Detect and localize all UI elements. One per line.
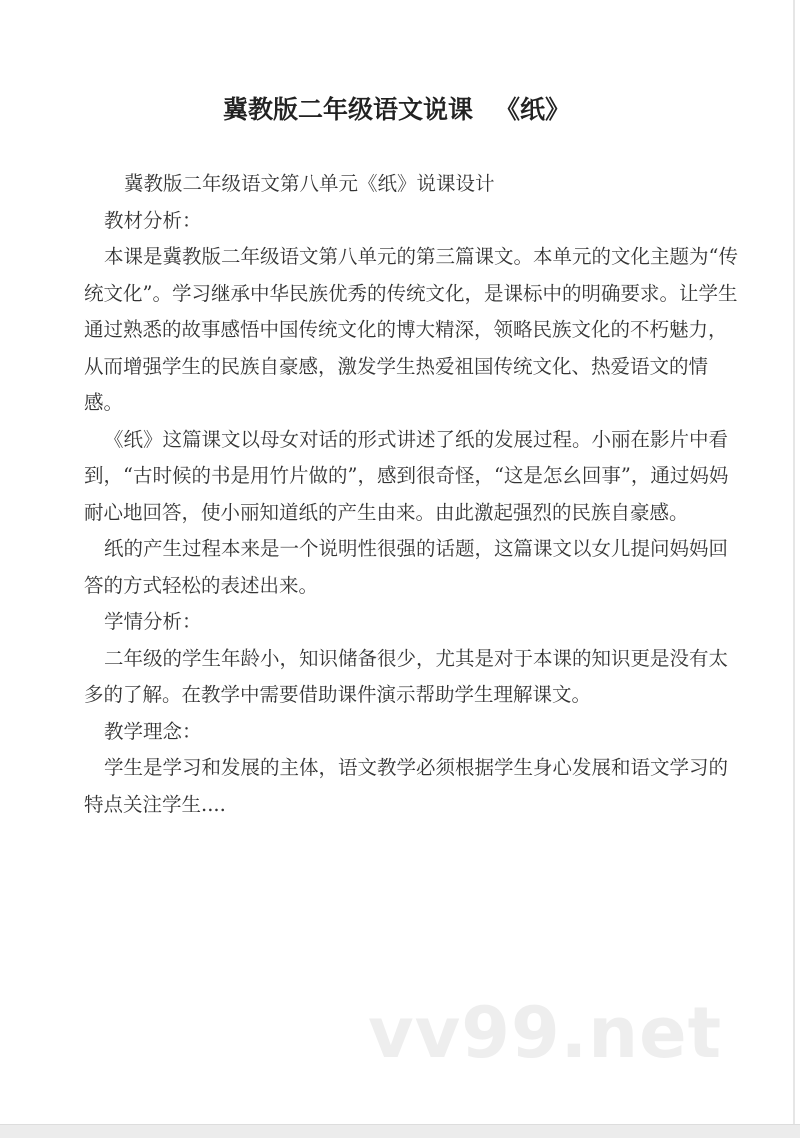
- section-heading-student-analysis: 学情分析：: [104, 610, 202, 633]
- section-heading-material-analysis: 教材分析：: [104, 208, 202, 232]
- text-line: 纸的产生过程本来是一个说明性很强的话题，这篇课文以女儿提问妈妈回: [104, 537, 729, 560]
- paragraph-student-analysis: [84, 641, 729, 714]
- paragraph-material-2: [84, 422, 729, 532]
- text-line: 二年级的学生年龄小，知识储备很少，尤其是对于本课的知识更是没有太: [104, 646, 729, 670]
- document-title: [0, 90, 793, 126]
- text-line: 感。: [84, 391, 124, 414]
- text-line: 本课是冀教版二年级语文第八单元的第三篇课文。本单元的文化主题为“传: [104, 245, 738, 268]
- text-line: 答的方式轻松的表述出来。: [84, 573, 319, 597]
- document-subtitle: 冀教版二年级语文第八单元《纸》说课设计: [124, 172, 495, 195]
- text-line: 从而增强学生的民族自豪感，激发学生热爱祖国传统文化、热爱语文的情: [84, 354, 709, 378]
- paragraph-teaching-concept: [84, 750, 729, 823]
- text-line: 特点关注学生....: [84, 792, 226, 816]
- watermark: vv99.net: [368, 992, 723, 1074]
- text-line: 到，“古时候的书是用竹片做的”，感到很奇怪，“这是怎幺回事”，通过妈妈: [84, 464, 729, 487]
- title-book: 《纸》: [495, 95, 571, 124]
- text-line: 《纸》这篇课文以母女对话的形式讲述了纸的发展过程。小丽在影片中看: [104, 427, 729, 451]
- page-bottom-edge: [0, 1124, 800, 1138]
- section-heading-teaching-concept: 教学理念：: [104, 719, 202, 743]
- text-line: 多的了解。在教学中需要借助课件演示帮助学生理解课文。: [84, 683, 592, 706]
- document-body: [84, 166, 738, 823]
- text-line: 学生是学习和发展的主体，语文教学必须根据学生身心发展和语文学习的: [104, 756, 729, 779]
- text-line: 耐心地回答，使小丽知道纸的产生由来。由此激起强烈的民族自豪感。: [84, 500, 689, 524]
- title-main: 冀教版二年级语文说课: [222, 95, 473, 124]
- paragraph-material-3: [84, 531, 729, 604]
- text-line: 统文化”。学习继承中华民族优秀的传统文化，是课标中的明确要求。让学生: [84, 281, 738, 305]
- paragraph-material-1: [84, 239, 738, 422]
- text-line: 通过熟悉的故事感悟中国传统文化的博大精深，领略民族文化的不朽魅力，: [84, 318, 728, 341]
